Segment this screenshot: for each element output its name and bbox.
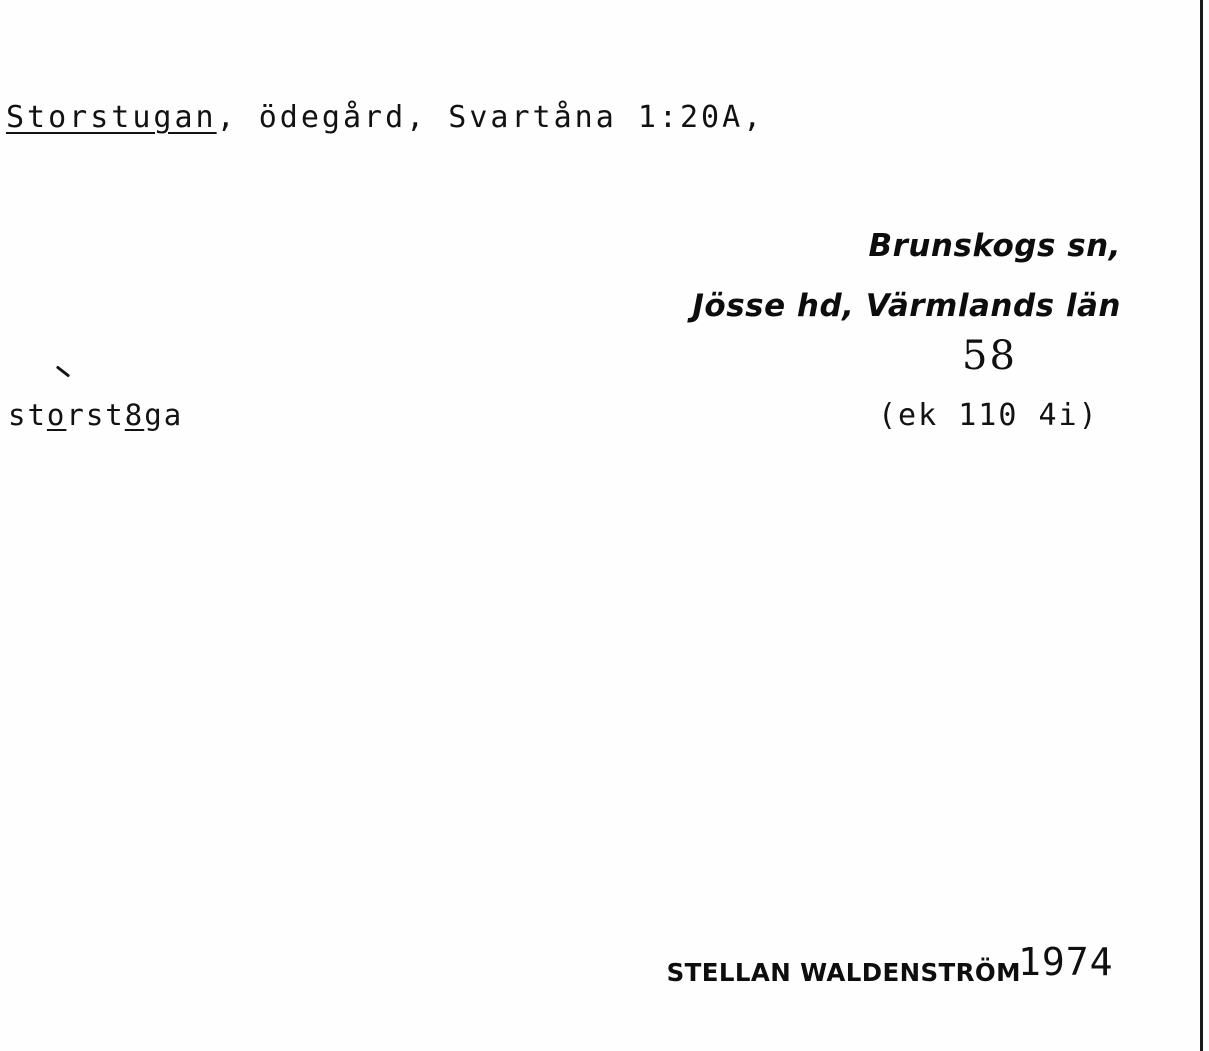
pronunciation-suffix: ga — [144, 398, 184, 432]
parish-line: Brunskogs sn, — [868, 228, 1121, 264]
headword-description: , ödegård, Svartåna 1:20A, — [216, 100, 765, 135]
collector-year: 1974 — [1018, 940, 1114, 984]
headword-line — [6, 100, 764, 135]
card-number: 58 — [962, 333, 1017, 379]
district-line: Jösse hd, Värmlands län — [692, 288, 1121, 324]
map-reference: (ek 110 4i) — [878, 398, 1099, 433]
grave-accent-mark — [56, 365, 70, 377]
pronunciation-underlined-o: o — [46, 398, 67, 432]
pronunciation-underlined-8: 8 — [124, 398, 145, 432]
headword-term: Storstugan — [6, 100, 217, 135]
pronunciation-prefix: st — [8, 398, 47, 432]
card-edge-rule — [1200, 0, 1203, 1051]
collector-name: STELLAN WALDENSTRÖM — [666, 958, 1021, 987]
pronunciation-line — [8, 398, 183, 432]
pronunciation-middle: rst — [66, 398, 125, 432]
